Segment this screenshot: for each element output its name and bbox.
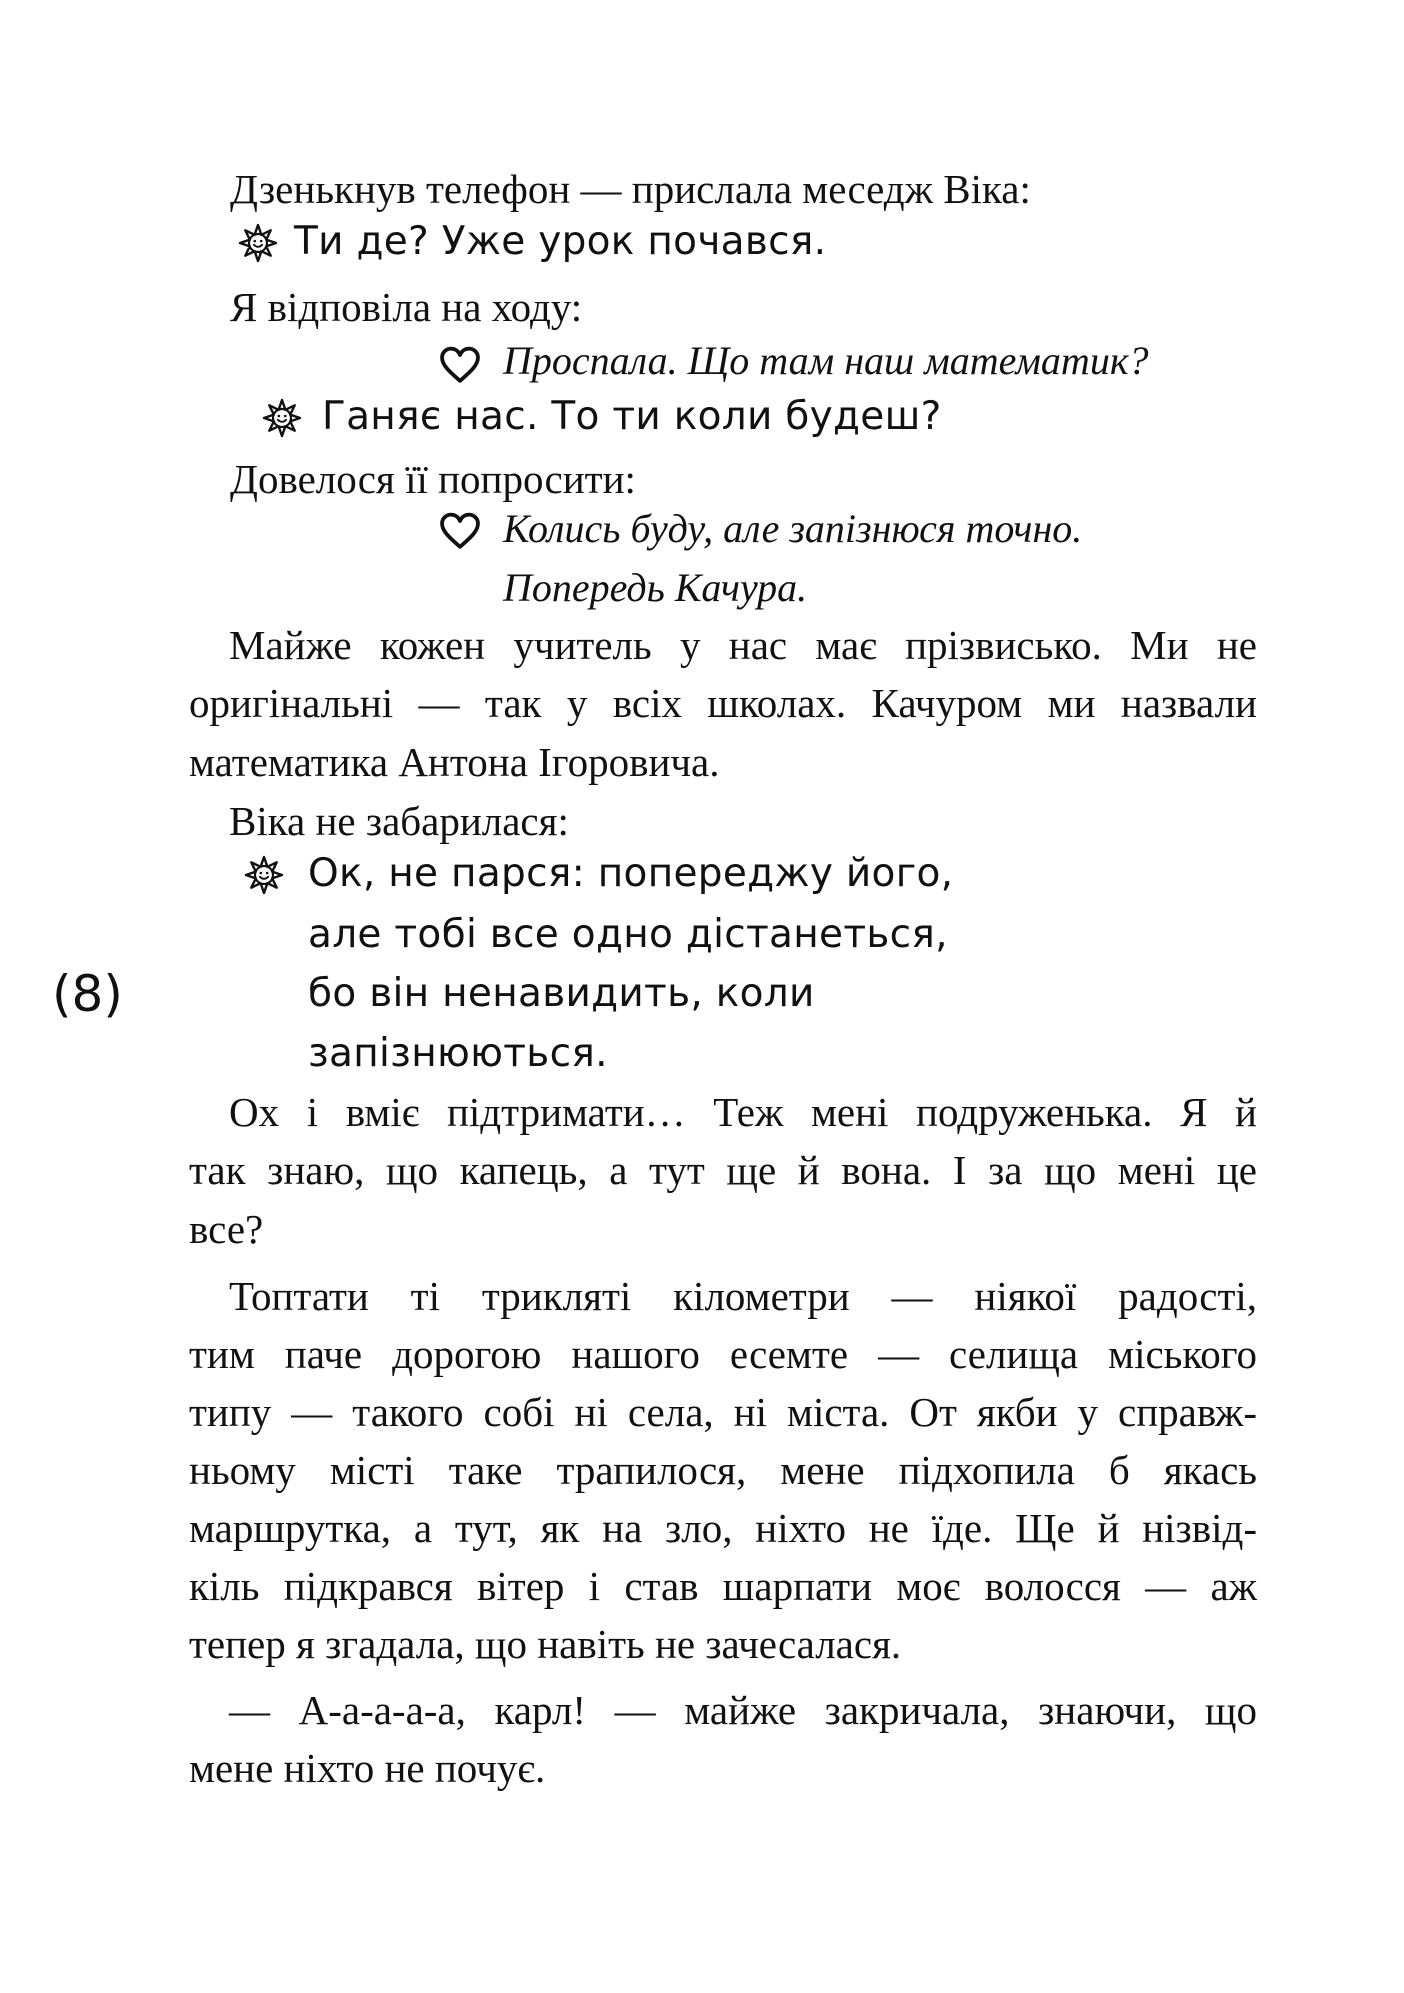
text-line: Ох і вміє підтримати… Теж мені подруженька. Я й	[229, 1089, 1257, 1135]
text-line: маршрутка, а тут, як на зло, ніхто не їде. Ще й нізвід-	[189, 1505, 1257, 1551]
text-line: Майже кожен учитель у нас має прізвисько. Ми не	[229, 622, 1257, 668]
chat-message-self: Попередь Качура.	[503, 565, 808, 610]
text-line: все?	[189, 1206, 264, 1252]
chat-message-friend: бо він ненавидить, коли	[308, 971, 815, 1016]
text-line: Довелося її попросити:	[230, 456, 636, 502]
chat-message-friend: запізнюються.	[308, 1031, 608, 1076]
page-number: (8)	[52, 965, 123, 1023]
smiley-sun-icon	[262, 398, 302, 438]
text-line: Я відповіла на ходу:	[230, 284, 583, 330]
text-line: мене ніхто не почує.	[189, 1745, 546, 1791]
text-line: Дзенькнув телефон — прислала меседж Віка:	[230, 166, 1031, 212]
text-line: Топтати ті трикляті кілометри — ніякої радості,	[229, 1273, 1257, 1319]
text-line: тепер я згадала, що навіть не зачесалася.	[189, 1621, 902, 1667]
chat-message-friend: Ок, не парся: попереджу його,	[308, 851, 954, 896]
text-line: так знаю, що капець, а тут ще й вона. І за що мені це	[189, 1147, 1257, 1193]
chat-message-self: Колись буду, але запізнюся точно.	[503, 506, 1083, 551]
chat-message-self: Проспала. Що там наш математик?	[503, 338, 1149, 383]
text-line: типу — такого собі ні села, ні міста. От якби у справж-	[189, 1389, 1257, 1435]
chat-message-friend: Ганяє нас. То ти коли будеш?	[322, 394, 942, 439]
text-line: ньому місті таке трапилося, мене підхопила б якась	[189, 1447, 1257, 1493]
text-line: Віка не забарилася:	[229, 798, 569, 844]
text-line: — А-а-а-а-а, карл! — майже закричала, знаючи, що	[229, 1687, 1257, 1733]
smiley-sun-icon	[244, 855, 284, 895]
chat-message-friend: але тобі все одно дістанеться,	[308, 912, 948, 957]
chat-message-friend: Ти де? Уже урок почався.	[294, 219, 827, 264]
heart-icon	[438, 346, 482, 384]
text-line: оригінальні — так у всіх школах. Качуром ми назвали	[189, 680, 1257, 726]
smiley-sun-icon	[238, 223, 278, 263]
text-line: математика Антона Ігоровича.	[189, 739, 720, 785]
text-line: кіль підкрався вітер і став шарпати моє волосся — аж	[189, 1563, 1257, 1609]
text-line: тим паче дорогою нашого есемте — селища міського	[189, 1331, 1257, 1377]
heart-icon	[438, 512, 482, 550]
